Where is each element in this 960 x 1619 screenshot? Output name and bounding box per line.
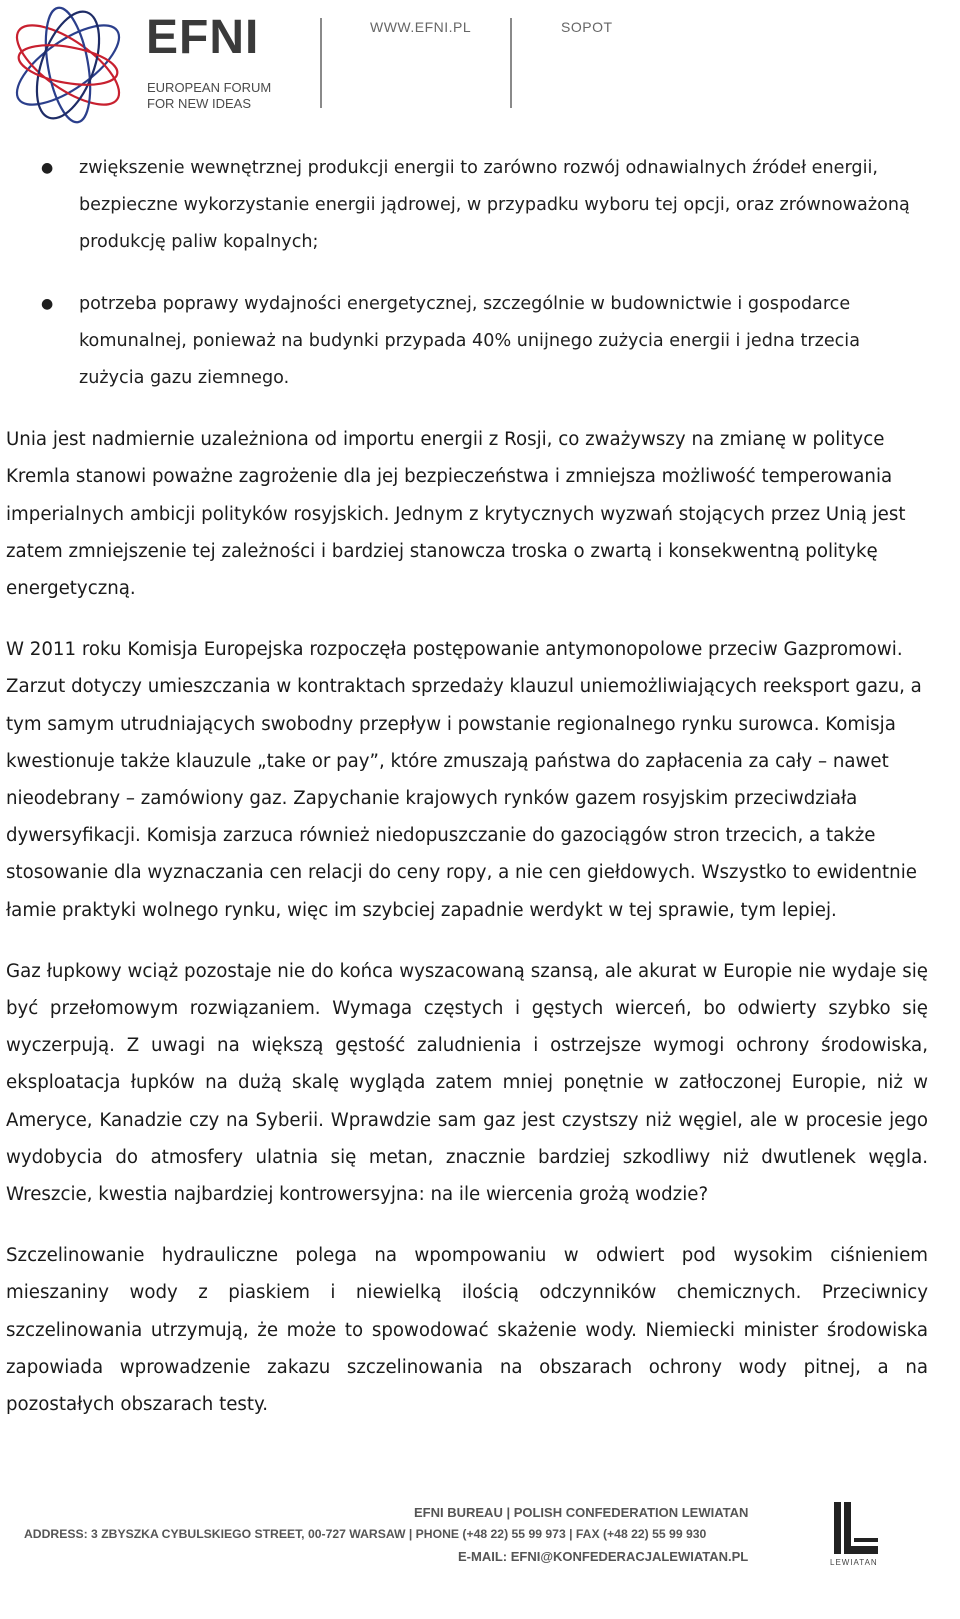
header-divider	[320, 18, 322, 108]
document-body	[6, 150, 928, 1447]
footer-email[interactable]: E-MAIL: EFNI@KONFEDERACJALEWIATAN.PL	[458, 1549, 749, 1564]
list-item-text: potrzeba poprawy wydajności energetycznej, szczególnie w budownictwie i gospodarce komunalnej, ponieważ na budynki przypada 40% unijnego zużycia energii i jedna trzecia zużycia gazu ziemnego.	[79, 293, 860, 389]
brand-subtitle-line2: FOR NEW IDEAS	[147, 96, 252, 111]
city-label: SOPOT	[561, 19, 613, 35]
bullet-list	[6, 150, 928, 397]
list-item	[6, 286, 928, 398]
efni-globe-logo	[4, 2, 132, 128]
bullet-dot-icon: ●	[41, 295, 54, 312]
bullet-dot-icon: ●	[41, 160, 54, 176]
footer-bureau: EFNI BUREAU | POLISH CONFEDERATION LEWIATAN	[414, 1505, 749, 1520]
lewiatan-logo	[830, 1500, 880, 1558]
brand-subtitle-line1: EUROPEAN FORUM	[147, 80, 272, 95]
paragraph: Unia jest nadmiernie uzależniona od importu energii z Rosji, co zważywszy na zmianę w polityce Kremla stanowi poważne zagrożenie dla jej bezpieczeństwa i zmniejsza możliwość temperowania imperialnych ambicji polityków rosyjskich. Jednym z krytycznych wyzwań stojących przez Unią jest zatem zmniejszenie tej zależności i bardziej stanowcza troska o zwartą i konsekwentną politykę energetyczną.	[6, 429, 906, 600]
list-item	[6, 150, 928, 262]
website-link[interactable]: WWW.EFNI.PL	[370, 19, 472, 35]
header-divider	[510, 18, 512, 108]
brand-subtitle	[147, 80, 271, 112]
paragraph: W 2011 roku Komisja Europejska rozpoczęła postępowanie antymonopolowe przeciw Gazpromowi. Zarzut dotyczy umieszczania w kontraktach sprzedaży klauzul uniemożliwiających reeksport gazu, a tym samym utrudniających swobodny przepływ i powstanie regionalnego rynku surowca. Komisja kwestionuje także klauzule „take or pay”, które zmuszają państwa do zapłacenia za cały – nawet nieodebrany – zamówiony gaz. Zapychanie krajowych rynków gazem rosyjskim przeciwdziała dywersyfikacji. Komisja zarzuca również niedopuszczanie do gazociągów stron trzecich, a także stosowanie dla wyznaczania cen relacji do ceny ropy, a nie cen giełdowych. Wszystko to ewidentnie łamie praktyki wolnego rynku, więc im szybciej zapadnie werdykt w tej sprawie, tym lepiej.	[6, 639, 922, 921]
list-item-text: zwiększenie wewnętrznej produkcji energii to zarówno rozwój odnawialnych źródeł energii, bezpieczne wykorzystanie energii jądrowej, w przypadku wyboru tej opcji, oraz zrównoważoną produkcję paliw kopalnych;	[79, 158, 910, 253]
footer-address: ADDRESS: 3 ZBYSZKA CYBULSKIEGO STREET, 00-727 WARSAW | PHONE (+48 22) 55 99 973 | FAX (+48 22) 55 99 930	[24, 1527, 707, 1541]
partner-logo-text: LEWIATAN	[830, 1558, 878, 1567]
paragraph: Gaz łupkowy wciąż pozostaje nie do końca wyszacowaną szansą, ale akurat w Europie nie wydaje się być przełomowym rozwiązaniem. Wymaga częstych i gęstych wierceń, bo odwierty szybko się wyczerpują. Z uwagi na większą gęstość zaludnienia i ostrzejsze wymogi ochrony środowiska, eksploatacja łupków na dużą skalę wygląda zatem mniej ponętnie w zatłoczonej Europie, niż w Ameryce, Kanadzie czy na Syberii. Wprawdzie sam gaz jest czystszy niż węgiel, ale w procesie jego wydobycia do atmosfery ulatnia się metan, znacznie bardziej szkodliwy niż dwutlenek węgla. Wreszcie, kwestia najbardziej kontrowersyjna: na ile wiercenia grożą wodzie?	[6, 960, 928, 1206]
page-footer	[0, 1500, 960, 1619]
paragraph: Szczelinowanie hydrauliczne polega na wpompowaniu w odwiert pod wysokim ciśnieniem mieszaniny wody z piaskiem i niewielką ilością odczynników chemicznych. Przeciwnicy szczelinowania utrzymują, że może to spowodować skażenie wody. Niemiecki minister środowiska zapowiada wprowadzenie zakazu szczelinowania na obszarach ochrony wody pitnej, a na pozostałych obszarach testy.	[6, 1245, 928, 1416]
brand-name: EFNI	[146, 11, 260, 64]
